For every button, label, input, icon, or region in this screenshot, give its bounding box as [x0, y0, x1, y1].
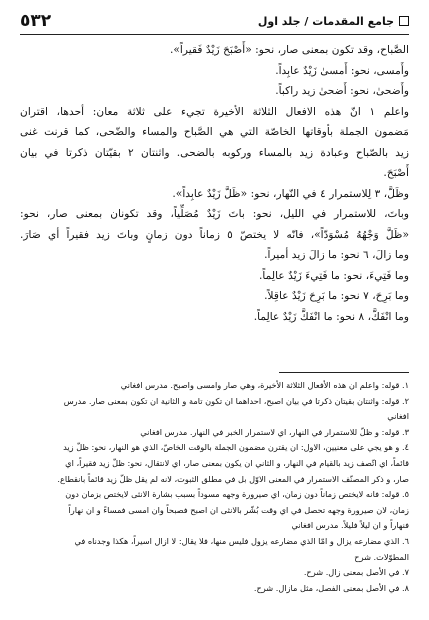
footnote-line: افغاني [387, 411, 409, 422]
page-number: ٥٣٢ [20, 11, 52, 31]
footnote-line: ٥. قوله: فانه لايختص زماناً دون زمان، اي صيرورة وجهه مسوداً بسبب بشارة الانثى لايختص بزمان دون [65, 489, 409, 500]
footnote-line: زمان، لان صيرورة وجهه تحصل في اي وقت بُشّر بالانثى ان اصبح فصبحاً وان امسى فمساءً و ان نهاراً [68, 504, 409, 515]
running-title [258, 15, 409, 28]
footnotes [20, 378, 409, 596]
body-line: وظَلَّ، ٣ لِلاستمرار ٤ في النّهار، نحو: «ظَلَّ زَيْدٌ عابِداً». [172, 186, 409, 200]
body-line: وما انْفَكَّ، ٨ نحو: ما انْفَكَّ زَيْدٌ عالِماً. [253, 309, 409, 323]
footnote-line: صار، و ذكر المصنّف الاستمرار في المعنى الاوّل بل في مطلق الثبوت، لانه لم يقل ظلّ زيد قائماً بانقطاع. [57, 473, 409, 484]
footnote-line: ٨. في الأصل بمعنى الفصل، مثل مازال. شرح. [253, 582, 409, 593]
page-header [20, 8, 409, 35]
body-line: وما زالَ، ٦ نحو: ما زالَ زيد أميراً. [264, 248, 409, 261]
running-title-text: جامع المقدمات / جلد اول [257, 14, 394, 28]
body-line: مَضمون الجملة بأوقاتها الخاصّة التي هي الصَّباح والمساء والضّحى، كما قرنت غنى [20, 125, 409, 138]
body-line: وما بَرِحَ، ٧ نحو: ما بَرِحَ زَيْدٌ عاقِلاً. [264, 289, 409, 302]
footnote-line: قائماً، اي اتّصف زيد بالقيام في النهار، و الثاني ان يكون بمعنى صار، اي لانتقال، نحو: ظلّ زيد فقيراً، اي [65, 457, 409, 468]
body-line: الصَّباح، وقد تكون بمعنى صار، نحو: «أَصْبَحَ زَيْدٌ فَقيراً». [169, 43, 409, 56]
body-line: وأَضحىٰ، نحو: أَضحىٰ زيد راكباً. [275, 84, 409, 97]
body-line: وباتَ، للاستمرار في الليل، نحو: باتَ زَيْدٌ مُصَلِّياً، وقد تكونان بمعنى صار، نحو: [20, 207, 409, 220]
footnote-line: ٣. قوله: و ظلّ للاستمرار في النهار، اي لاستمرار الخبر في النهار. مدرس افغاني [140, 426, 409, 437]
footnote-separator [279, 372, 409, 373]
footnote-line: فنهاراً و ان ليلاً فليلاً. مدرس افغاني [291, 520, 409, 531]
square-icon [399, 16, 409, 26]
footnote-line: ١. قوله: واعلم ان هذه الأفعال الثلاثة الأخيرة، وهي صار وامسى واصبح. مدرس افغاني [120, 380, 409, 390]
body-line: أَصْبَحَ. [383, 166, 409, 179]
body-line: واعلم ١ انّ هذه الافعال الثلاثة الأخيرة تجيء على ثلاثة معان: أحدها، اقتران [20, 104, 409, 118]
body-line: وما فَتِيءَ، نحو: ما فَتِيءَ زَيْدٌ عالِماً. [259, 268, 409, 282]
body-line: زيد بالصّباح وعبادة زيد بالمساء وركوبه بالضحى. واثنتان ٢ بقيّتان ذكرتا في بيان [20, 145, 409, 159]
footnote-line: ٦. الذي مضارعه يزال و امّا الذي مضارعه يزول فليس منها، فلا يقال: لا ازال اسيراً، هكذا وجدناه في [74, 535, 409, 546]
footnote-line: المطوّلات. شرح [354, 551, 409, 562]
footnote-line: ٢. قوله: واثنتان بقيتان ذكرتا في بيان اصبح، احداهما ان تكون تامة و الثانية ان تكون بمعنى صار. مدرس [63, 395, 409, 406]
footnote-line: ٤. و هو يجي على معنيين، الاول: ان يقترن مضمون الجملة بالوقت الخاصّ، الذي هو النهار، نحو: ظلّ زيد [63, 442, 409, 453]
body-line: وأَمسى، نحو: أَمسىٰ زَيْدٌ عابِداً. [275, 63, 409, 77]
main-text [20, 40, 409, 327]
body-line: «ظَلَّ وَجْهُهُ مُسْوَدّاً»، فانّه لا يختصّ ٥ زماناً دون زمانٍ وباتَ زيد فقيراً أي صَارَ. [20, 227, 409, 241]
footnote-line: ٧. في الأصل بمعنى زال. شرح. [303, 567, 409, 578]
